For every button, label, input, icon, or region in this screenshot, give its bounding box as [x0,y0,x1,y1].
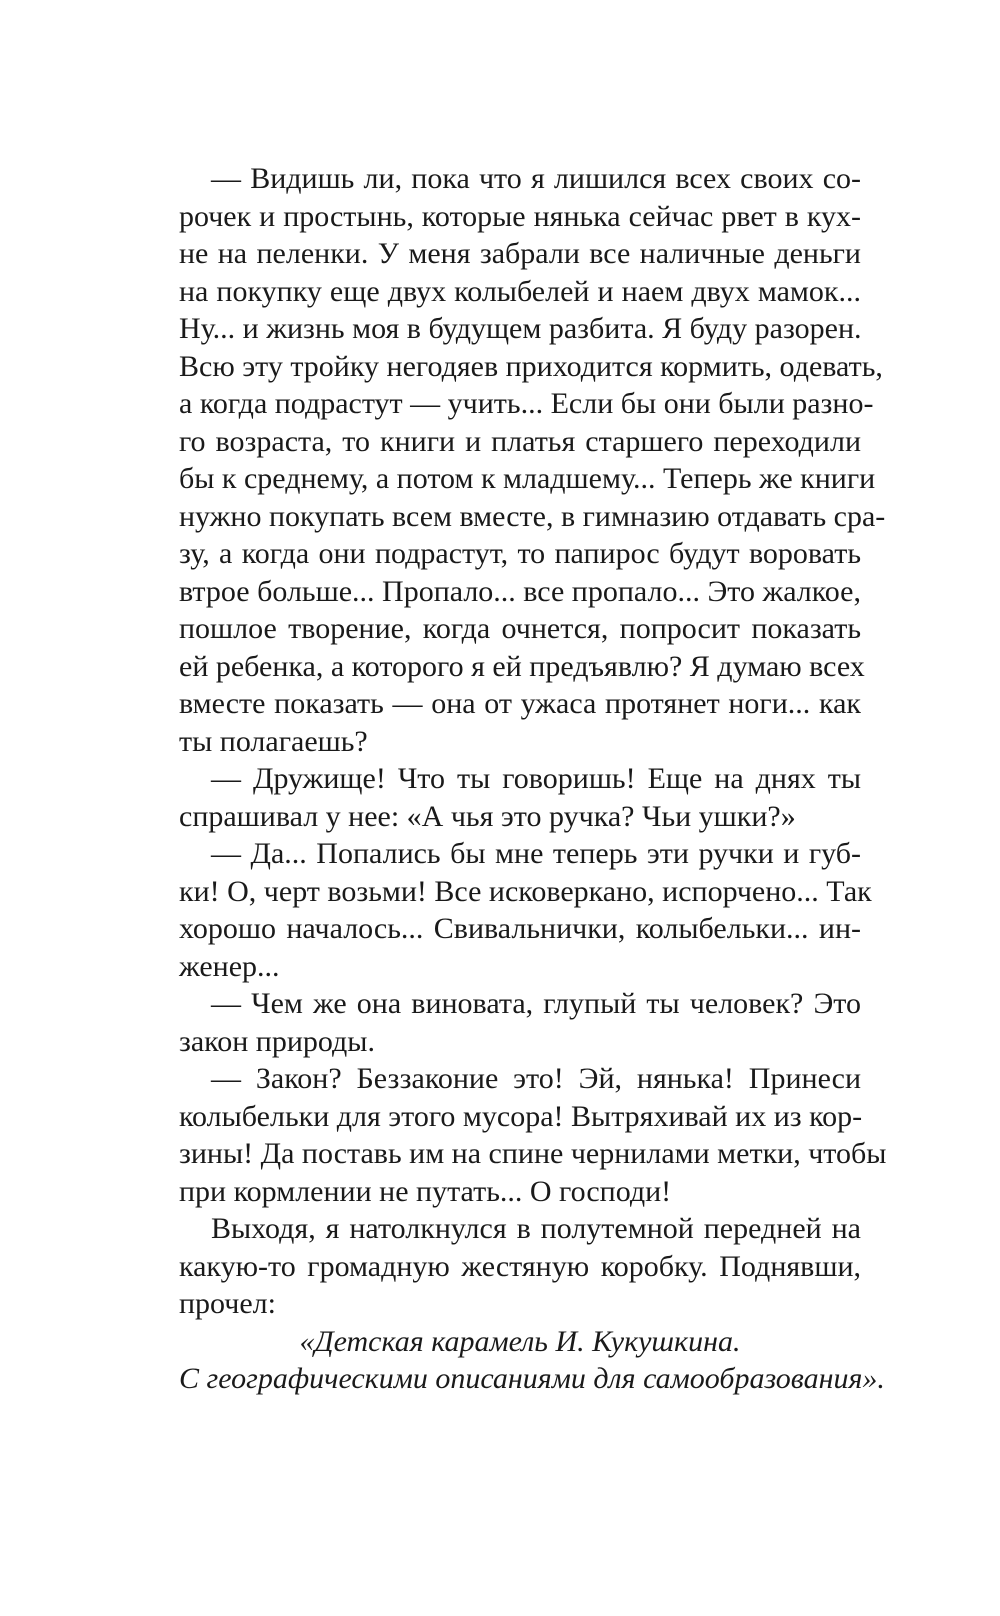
quote-line-1: «Детская карамель И. Кукушкина. [299,1324,741,1358]
text-line: не на пеленки. У меня забрали все наличные деньги [179,237,861,270]
text-line: пошлое творение, когда очнется, попросит показать [179,612,861,645]
text-line: какую-то громадную жестяную коробку. Поднявши, [179,1249,861,1283]
text-line: — Видишь ли, пока что я лишился всех своих со- [211,162,861,195]
text-line: хорошо началось... Свивальнички, колыбельки... ин- [179,912,861,945]
text-line: Всю эту тройку негодяев приходится кормить, одевать, [179,349,883,383]
text-line: колыбельки для этого мусора! Вытряхивай их из кор- [179,1099,863,1133]
text-line: вместе показать — она от ужаса протянет ноги... как [179,687,861,720]
text-line: зины! Да поставь им на спине чернилами метки, чтобы [179,1137,887,1170]
text-line: зу, а когда они подрастут, то папирос будут воровать [179,537,861,570]
text-line: — Закон? Беззаконие это! Эй, нянька! Принеси [211,1062,861,1095]
text-line: женер... [179,949,280,983]
text-line: спрашивал у нее: «А чья это ручка? Чьи ушки?» [179,799,796,833]
text-line: а когда подрастут — учить... Если бы они были разно- [179,387,874,420]
paragraph [179,835,872,985]
paragraph [179,985,861,1060]
quotation [179,1323,885,1398]
text-line: при кормлении не путать... О господи! [179,1174,672,1208]
text-line: Выходя, я натолкнулся в полутемной передней на [211,1212,861,1245]
text-line: го возраста, то книги и платья старшего переходили [179,424,861,458]
text-line: прочел: [179,1287,276,1320]
text-line: втрое больше... Пропало... все пропало... Это жалкое, [179,574,861,608]
text-line: — Дружище! Что ты говоришь! Еще на днях ты [211,762,861,795]
text-line: — Да... Попались бы мне теперь эти ручки и губ- [211,837,861,870]
text-line: на покупку еще двух колыбелей и наем двух мамок... [179,274,861,308]
text-line: — Чем же она виновата, глупый ты человек? Это [211,987,861,1020]
text-line: ты полагаешь? [179,724,368,758]
text-line: Ну... и жизнь моя в будущем разбита. Я буду разорен. [179,312,862,345]
text-line: ки! О, черт возьми! Все исковеркано, испорчено... Так [179,874,872,908]
paragraph [179,760,861,835]
text-line: ей ребенка, а которого я ей предъявлю? Я думаю всех [179,649,865,683]
text-line: бы к среднему, а потом к младшему... Теперь же книги [179,462,876,495]
text-line: нужно покупать всем вместе, в гимназию отдавать сра- [179,499,886,533]
text-line: закон природы. [179,1024,375,1058]
text-block [179,160,887,1398]
text-line: рочек и простынь, которые нянька сейчас рвет в кух- [179,199,861,233]
paragraph [179,1060,887,1210]
paragraph [179,160,886,760]
quote-line-2: С географическими описаниями для самообразования». [179,1362,885,1395]
paragraph [179,1210,861,1323]
